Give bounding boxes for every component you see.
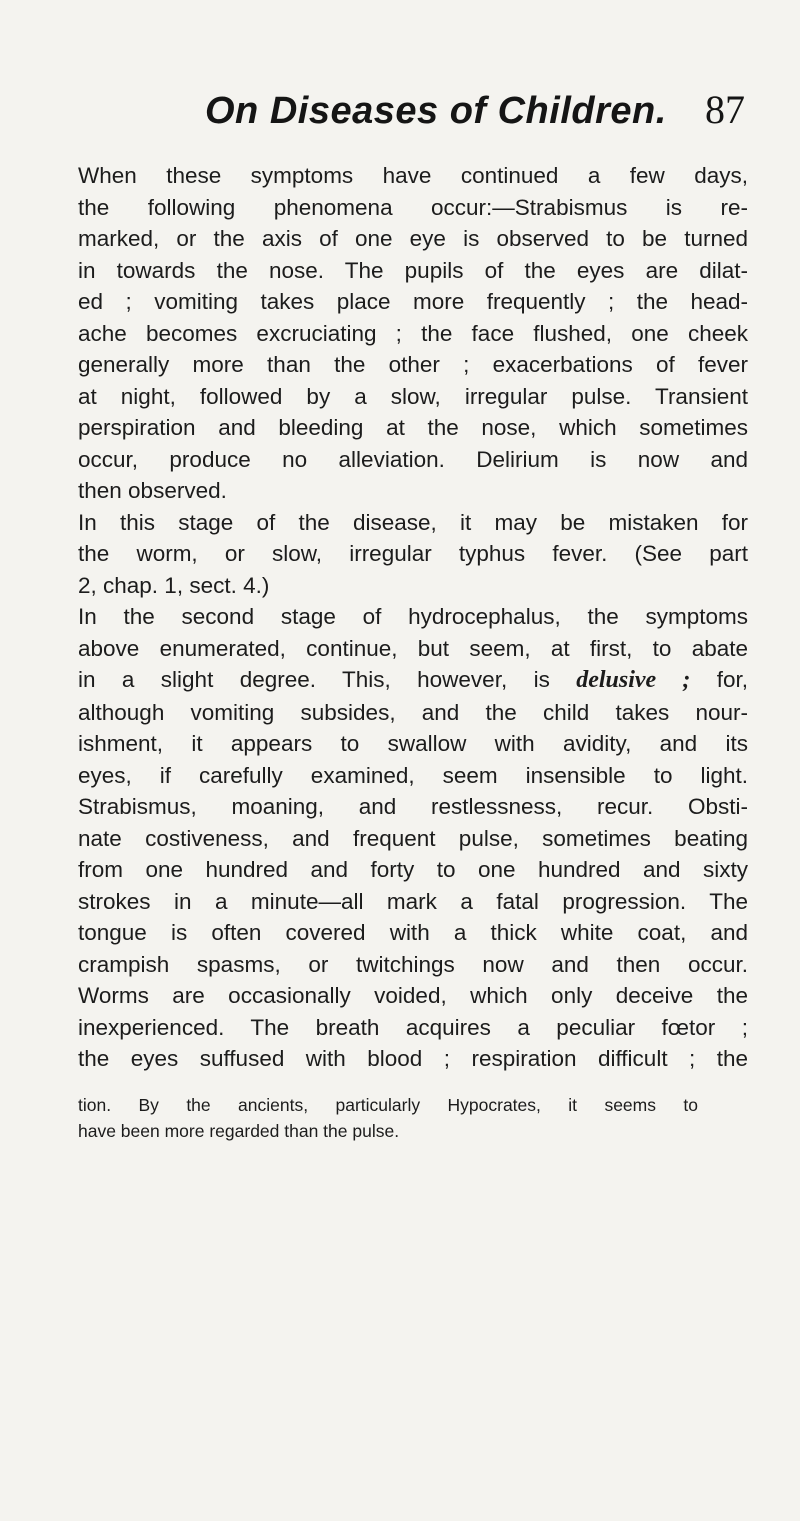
footnote-line: have been more regarded than the pulse. [78, 1121, 400, 1141]
text-segment: in a slight degree. This, however, is [78, 667, 577, 692]
text-line-emphasis [78, 664, 748, 697]
text-segment: for, [690, 667, 748, 692]
text-line: Worms are occasionally voided, which only deceive the [78, 983, 748, 1008]
text-line: at night, followed by a slow, irregular pulse. Transient [78, 383, 748, 409]
text-line: the eyes suffused with blood ; respiration difficult ; the [78, 1046, 748, 1071]
text-line: although vomiting subsides, and the child takes nour- [78, 699, 748, 725]
text-line: ishment, it appears to swallow with avidity, and its [78, 731, 748, 756]
text-line: in towards the nose. The pupils of the eyes are dilat- [78, 257, 748, 283]
emphasized-word: delusive ; [576, 667, 691, 693]
text-line: nate costiveness, and frequent pulse, sometimes beating [78, 825, 748, 851]
text-line: ed ; vomiting takes place more frequently ; the head- [78, 289, 748, 314]
text-line: occur, produce no alleviation. Delirium is now and [78, 446, 748, 472]
text-line: In this stage of the disease, it may be mistaken for [78, 509, 748, 535]
footnote [78, 1092, 698, 1144]
text-line: In the second stage of hydrocephalus, the symptoms [78, 604, 748, 629]
footnote-line: tion. By the ancients, particularly Hypocrates, it seems to [78, 1095, 698, 1115]
text-line: 2, chap. 1, sect. 4.) [78, 572, 270, 598]
page-number: 87 [705, 87, 745, 132]
text-line: When these symptoms have continued a few days, [78, 163, 748, 188]
text-line: then observed. [78, 478, 227, 503]
text-line: crampish spasms, or twitchings now and then occur. [78, 951, 748, 977]
text-line: from one hundred and forty to one hundred and sixty [78, 857, 748, 882]
text-line: above enumerated, continue, but seem, at first, to abate [78, 635, 748, 661]
text-line: Strabismus, moaning, and restlessness, recur. Obsti- [78, 794, 748, 819]
page-header [205, 87, 745, 150]
text-line: ache becomes excruciating ; the face flushed, one cheek [78, 320, 748, 346]
text-line: strokes in a minute—all mark a fatal progression. The [78, 888, 748, 914]
text-line: the following phenomena occur:—Strabismus is re- [78, 194, 748, 220]
text-line: inexperienced. The breath acquires a peculiar fœtor ; [78, 1014, 748, 1040]
text-line: generally more than the other ; exacerbations of fever [78, 352, 748, 377]
text-line: perspiration and bleeding at the nose, which sometimes [78, 415, 748, 440]
running-title: On Diseases of Children. [205, 90, 667, 132]
text-line: tongue is often covered with a thick white coat, and [78, 920, 748, 945]
text-line: marked, or the axis of one eye is observed to be turned [78, 226, 748, 251]
text-line: eyes, if carefully examined, seem insensible to light. [78, 762, 748, 788]
body-text [78, 160, 748, 1075]
text-line: the worm, or slow, irregular typhus fever. (See part [78, 541, 748, 566]
